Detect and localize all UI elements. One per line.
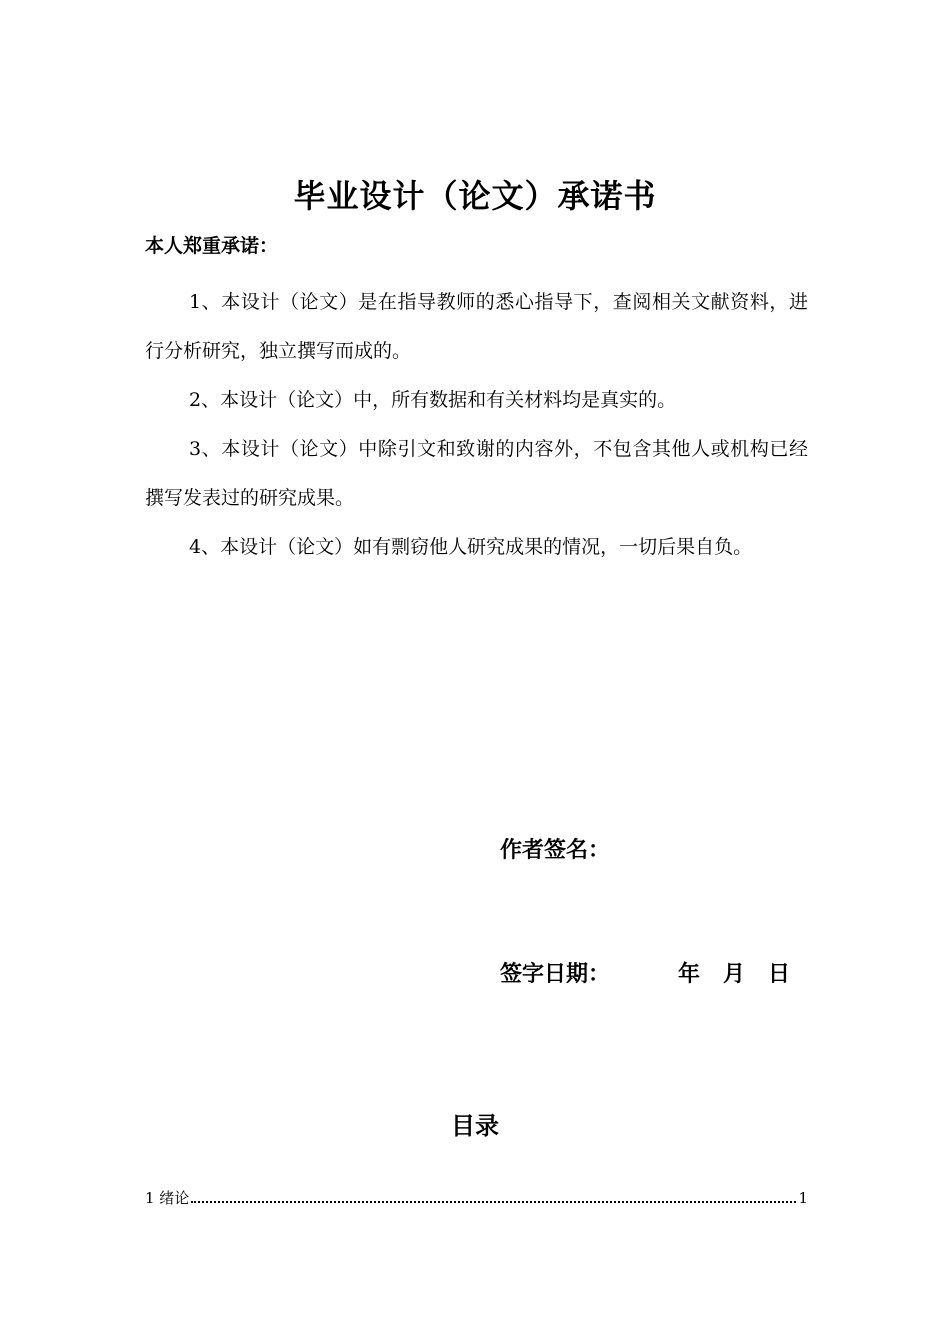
author-signature-label: 作者签名： — [500, 838, 611, 863]
toc-entry[interactable] — [145, 1186, 808, 1210]
pledge-paragraph-2: 2、本设计（论文）中，所有数据和有关材料均是真实的。 — [189, 389, 677, 411]
signature-date-fields: 年 月 日 — [678, 962, 790, 987]
toc-dot-leader — [191, 1201, 796, 1203]
pledge-paragraph-4: 4、本设计（论文）如有剽窃他人研究成果的情况，一切后果自负。 — [189, 536, 753, 558]
pledge-paragraph-1: 1、本设计（论文）是在指导教师的悉心指导下，查阅相关文献资料，进行分析研究，独立撰写而成的。 — [145, 291, 808, 362]
pledge-paragraph-3: 3、本设计（论文）中除引文和致谢的内容外，不包含其他人或机构已经撰写发表过的研究成果。 — [145, 438, 808, 509]
document-title: 毕业设计（论文）承诺书 — [293, 177, 657, 215]
toc-entry-label: 1 绪论 — [145, 1189, 190, 1207]
toc-title: 目录 — [451, 1112, 499, 1140]
toc-entry-page: 1 — [798, 1189, 808, 1207]
pledge-body — [145, 278, 808, 572]
signature-date-row — [500, 958, 810, 992]
signature-date-label: 签字日期： — [500, 962, 611, 987]
pledge-intro: 本人郑重承诺： — [145, 235, 279, 257]
